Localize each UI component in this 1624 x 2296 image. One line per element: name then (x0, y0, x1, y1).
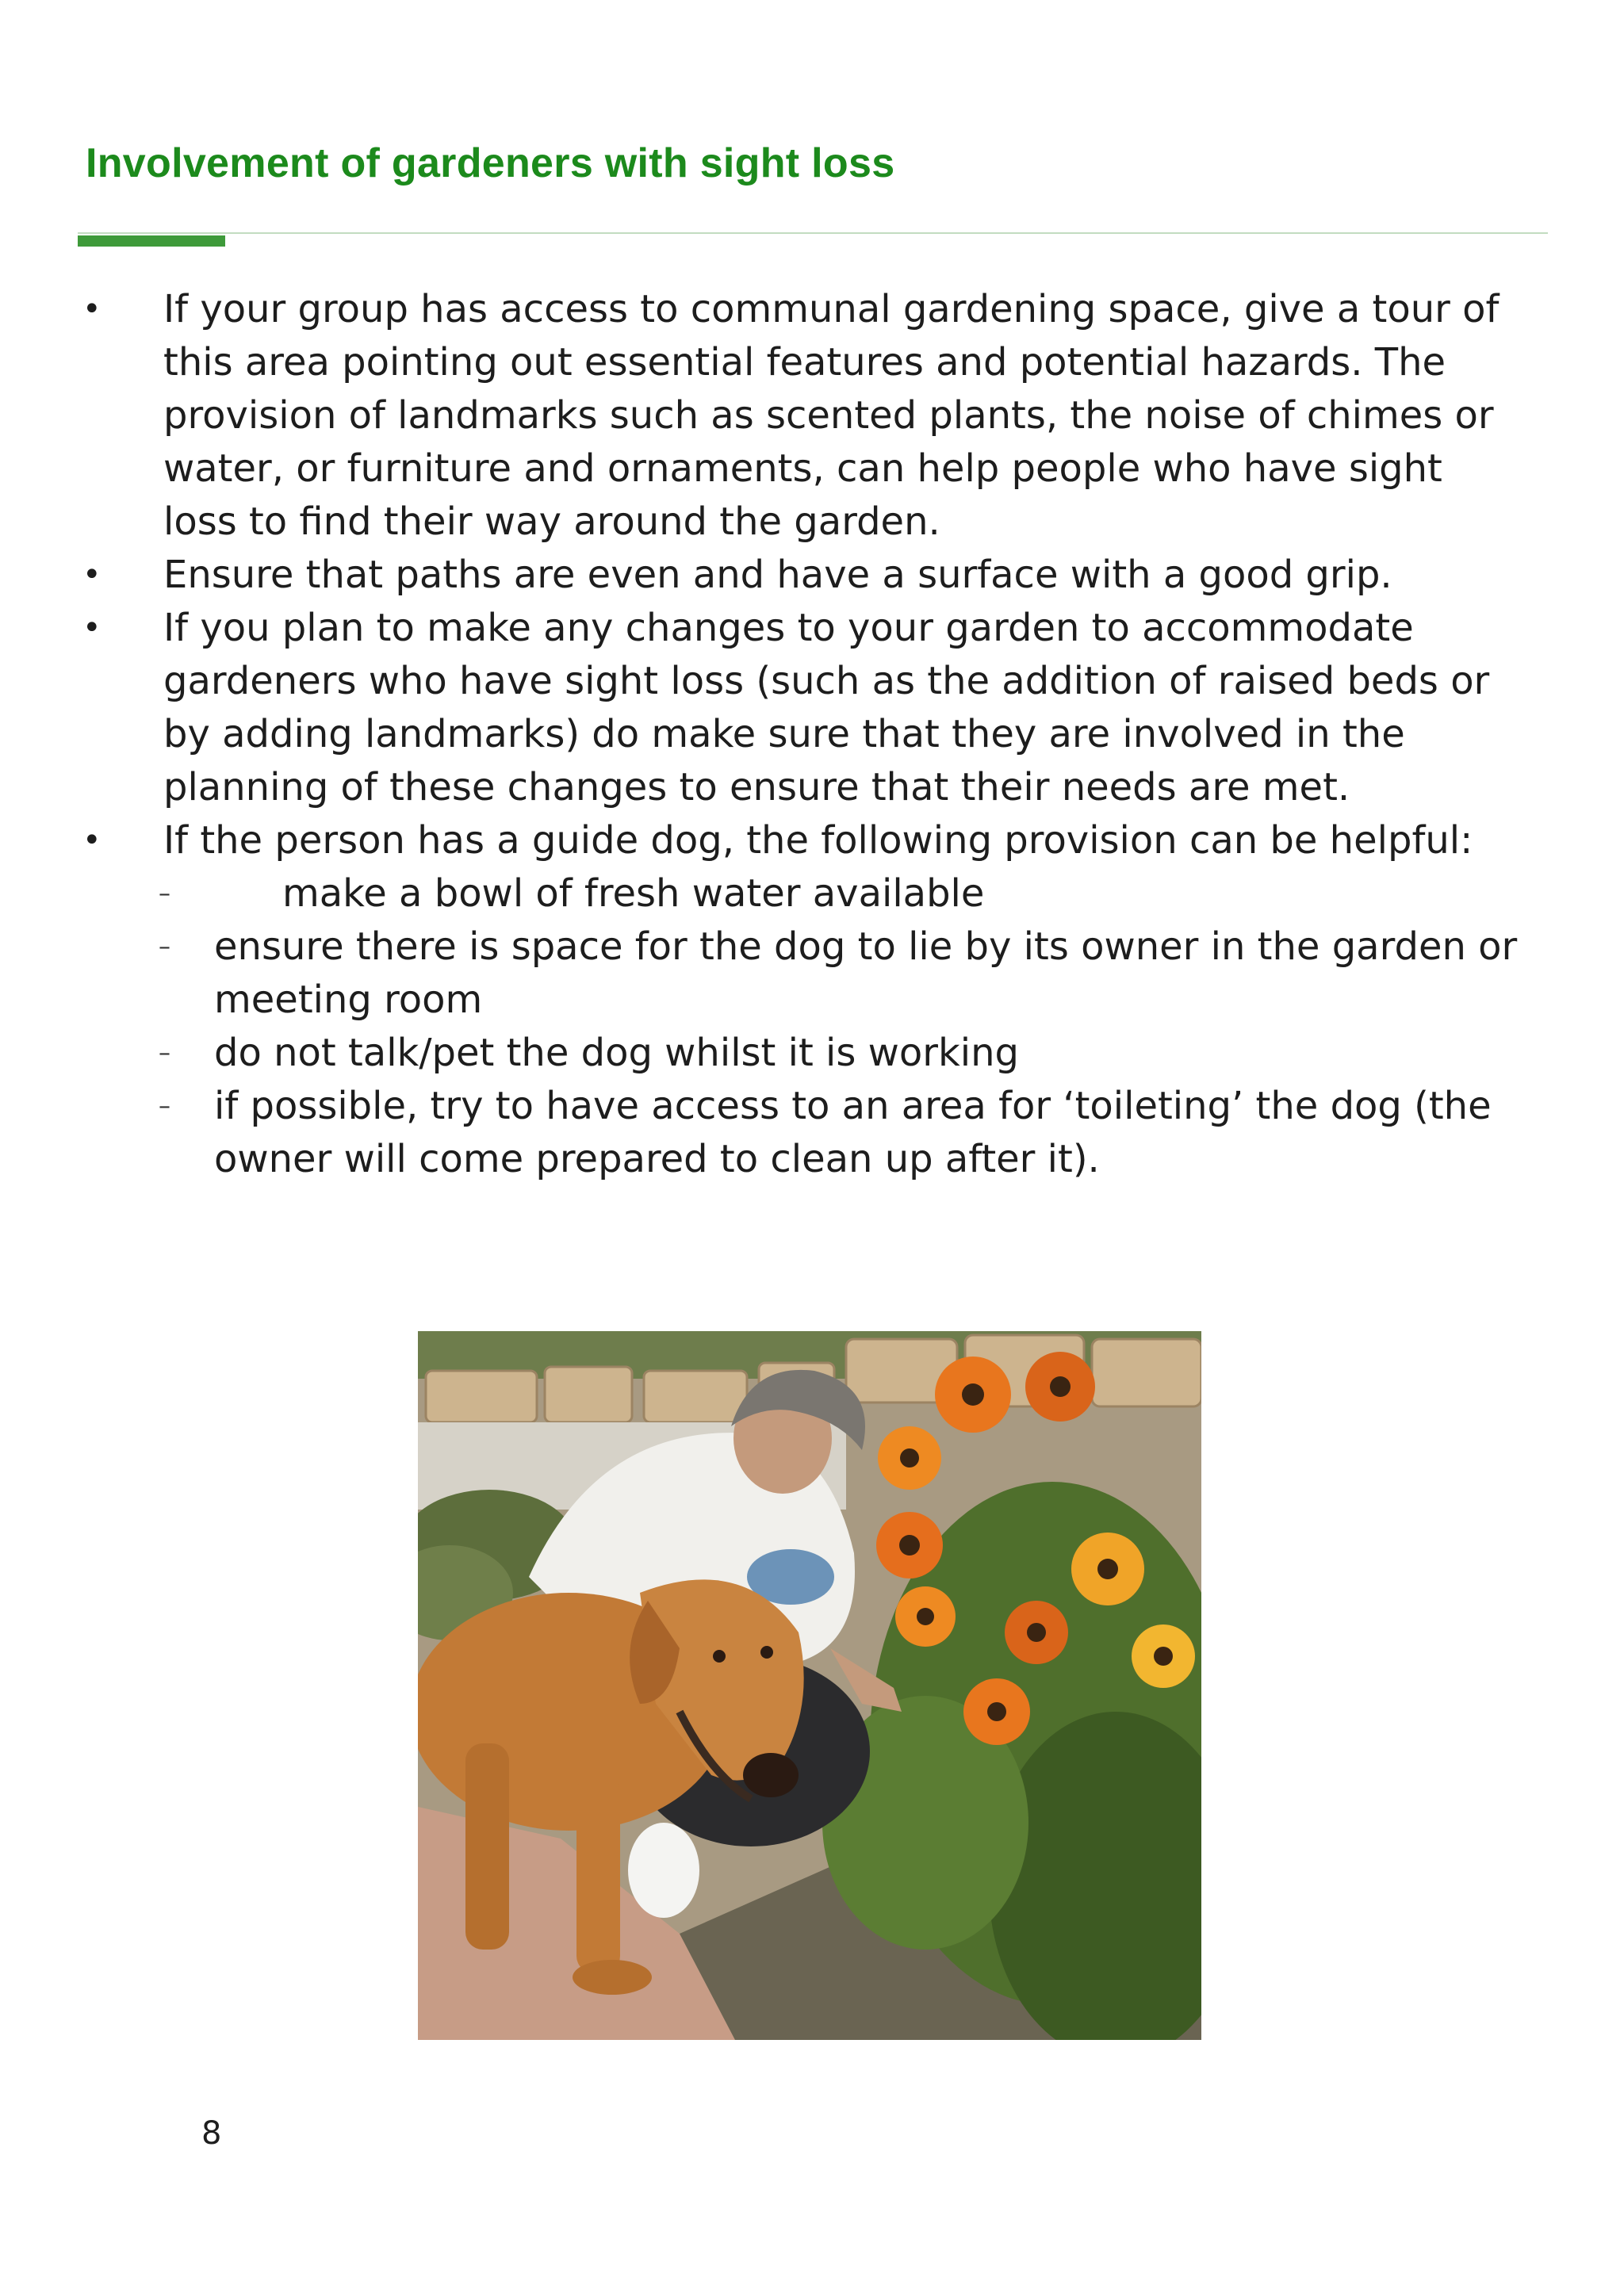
list-item (0, 814, 1527, 867)
dash-icon: – (159, 880, 170, 908)
sub-list-item (0, 867, 1546, 920)
header-divider (78, 232, 1548, 234)
sub-list-item-text: make a bowl of fresh water available (282, 871, 985, 916)
header-accent-bar (78, 235, 225, 247)
list-item (0, 283, 1527, 549)
list-item-text: If the person has a guide dog, the following provision can be helpful: (163, 818, 1473, 863)
bullet-icon: • (82, 822, 102, 859)
list-item (0, 549, 1527, 602)
sub-list-item-text: ensure there is space for the dog to lie by its owner in the garden or meeting room (214, 924, 1518, 1022)
sub-list-item (0, 920, 1546, 1027)
dash-icon: – (159, 1039, 170, 1067)
dash-icon: – (159, 1093, 170, 1120)
bullet-icon: • (82, 610, 102, 646)
garden-photo (418, 1331, 1201, 2040)
photo-illustration (418, 1331, 1201, 2040)
list-item-text: If you plan to make any changes to your garden to accommodate gardeners who have sight loss (such as the addition of raised beds or by adding landmarks) do make sure that they are involved in the planning of these changes to ensure that their needs are met. (163, 606, 1490, 809)
page-number: 8 (201, 2115, 222, 2152)
body-text (0, 283, 1624, 1186)
bullet-icon: • (82, 291, 102, 327)
page-title: Involvement of gardeners with sight loss (86, 140, 895, 186)
dash-icon: – (159, 933, 170, 961)
bullet-icon: • (82, 557, 102, 593)
sub-list-item-text: if possible, try to have access to an area for ‘toileting’ the dog (the owner will come prepared to clean up after it). (214, 1084, 1492, 1181)
sub-list-item (0, 1080, 1546, 1186)
list-item-text: Ensure that paths are even and have a surface with a good grip. (163, 553, 1392, 597)
sub-list-item (0, 1027, 1546, 1080)
list-item-text: If your group has access to communal gardening space, give a tour of this area pointing out essential features and potential hazards. The provision of landmarks such as scented plants, the noise of chimes or water, or furniture and ornaments, can help people who have sight loss to find their way around the garden. (163, 287, 1500, 544)
list-item (0, 602, 1527, 814)
sub-list-item-text: do not talk/pet the dog whilst it is working (214, 1031, 1020, 1075)
